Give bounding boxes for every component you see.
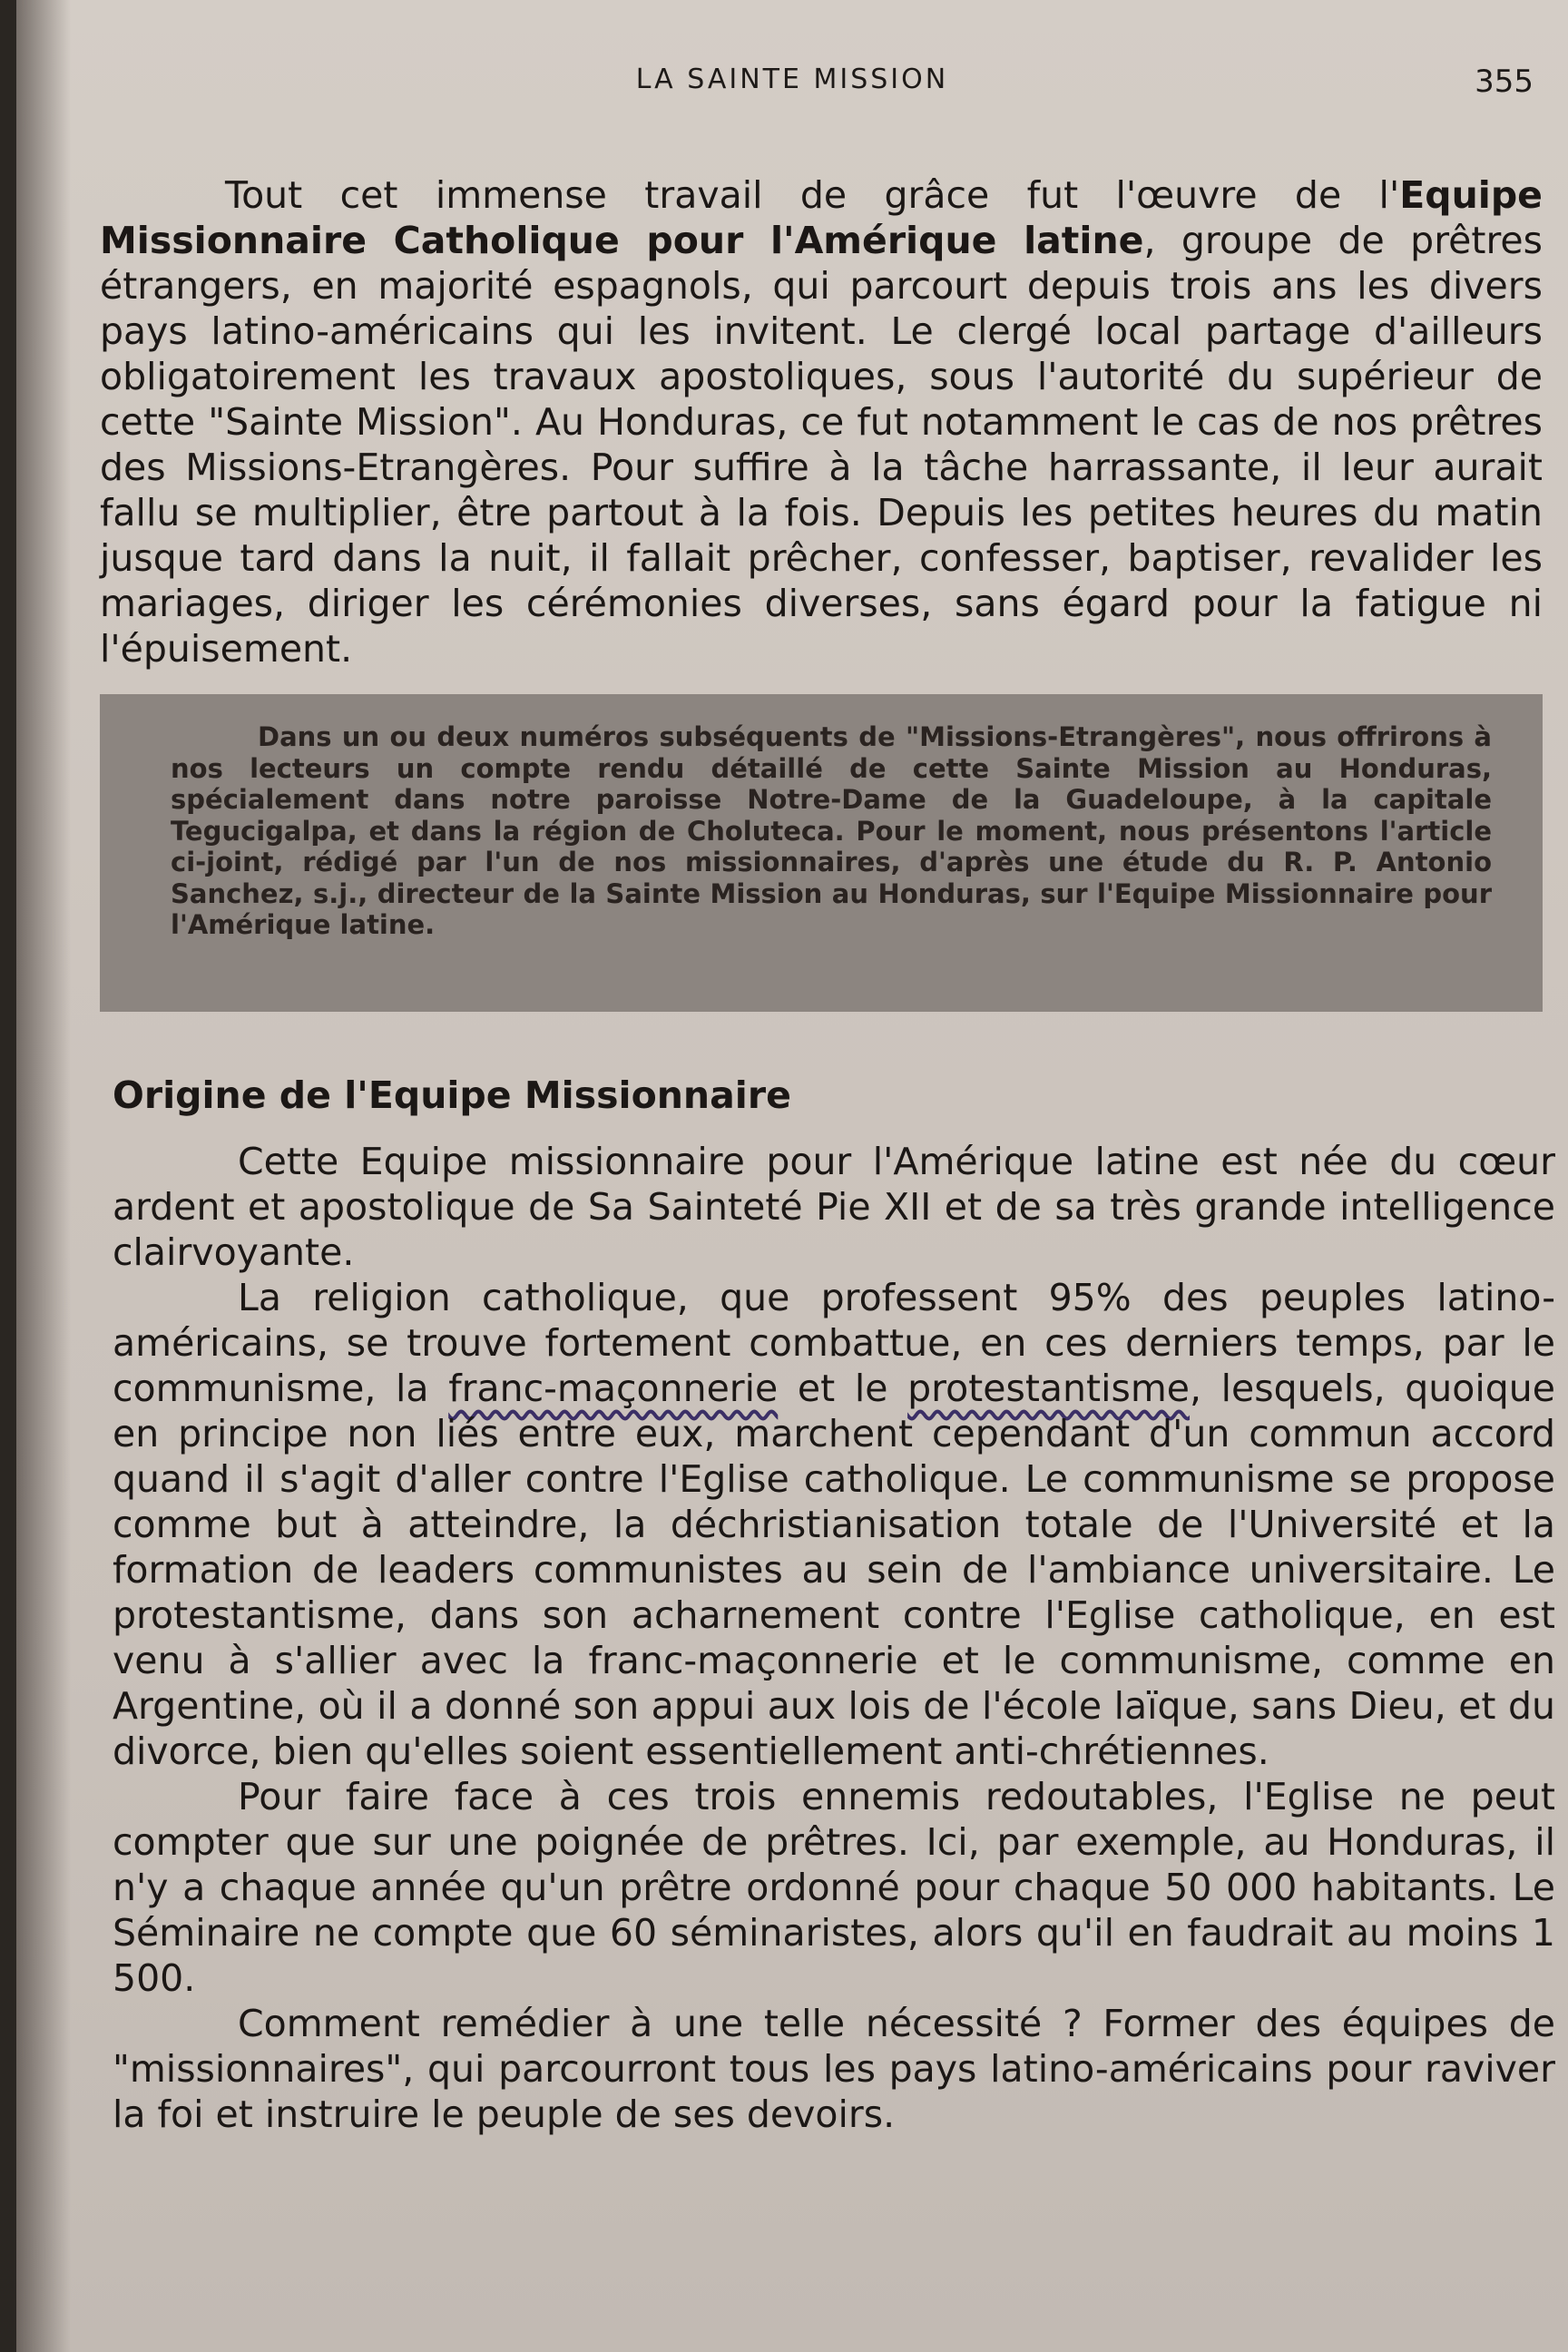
page-number: 355 (1475, 64, 1534, 100)
intro-paragraph (100, 172, 1543, 671)
intro-bold-name: Equipe Missionnaire Catholique pour l'Amérique latine (100, 173, 1543, 262)
page-gutter-shadow (16, 0, 71, 2352)
intro-text-start: Tout cet immense travail de grâce fut l'œuvre de l' (225, 173, 1400, 217)
intro-text-end: , groupe de prêtres étrangers, en majorité espagnols, qui parcourt depuis trois ans les divers pays latino-américains qui les invitent. Le clergé local partage d'ailleurs obligatoirement les travaux apostoliques, sous l'autorité du supérieur de cette "Sainte Mission". Au Honduras, ce fut notamment le cas de nos prêtres des Missions-Etrangères. Pour suffire à la tâche harrassante, il leur aurait fallu se multiplier, être partout à la fois. Depuis les petites heures du matin jusque tard dans la nuit, il fallait prêcher, confesser, baptiser, revalider les mariages, diriger les cérémonies diverses, sans égard pour la fatigue ni l'épuisement. (100, 219, 1543, 671)
section-heading: Origine de l'Equipe Missionnaire (113, 1073, 791, 1117)
p2-text-a: La religion catholique, que professent 95% des peuples latino-américains, se trouve fortement combattue, en ces derniers temps, par le communisme, la (113, 1276, 1555, 1410)
boxed-editor-note (100, 694, 1543, 1012)
section-paragraph-1: Cette Equipe missionnaire pour l'Amérique latine est née du cœur ardent et apostolique de Sa Sainteté Pie XII et de sa très grande intelligence clairvoyante. (113, 1140, 1555, 1274)
section-paragraph-2 (113, 1275, 1555, 1774)
underlined-protestantisme: protestantisme (907, 1367, 1190, 1410)
p2-text-c: , lesquels, quoique en principe non liés entre eux, marchent cependant d'un commun accord quand il s'agit d'aller contre l'Eglise catholique. Le communisme se propose comme but à atteindre, la déchristianisation totale de l'Université et la formation de leaders communistes au sein de l'ambiance universitaire. Le protestantisme, dans son acharnement contre l'Eglise catholique, en est venu à s'allier avec la franc-maçonnerie et le communisme, comme en Argentine, où il a donné son appui aux lois de l'école laïque, sans Dieu, et du divorce, bien qu'elles soient essentiellement anti-chrétiennes. (113, 1367, 1555, 1773)
section-paragraph-4: Comment remédier à une telle nécessité ? Former des équipes de "missionnaires", qui parcourront tous les pays latino-américains pour raviver la foi et instruire le peuple de ses devoirs. (113, 2002, 1555, 2136)
book-page (16, 0, 1568, 2352)
section-body (113, 1139, 1555, 2137)
section-paragraph-3: Pour faire face à ces trois ennemis redoutables, l'Eglise ne peut compter que sur une poignée de prêtres. Ici, par exemple, au Honduras, il n'y a chaque année qu'un prêtre ordonné pour chaque 50 000 habitants. Le Séminaire ne compte que 60 séminaristes, alors qu'il en faudrait au moins 1 500. (113, 1775, 1555, 2000)
underlined-franc-maconnerie: franc-maçonnerie (448, 1367, 779, 1410)
p2-text-b: et le (778, 1367, 908, 1410)
running-head: LA SAINTE MISSION (635, 64, 949, 95)
boxed-note-text: Dans un ou deux numéros subséquents de "Missions-Etrangères", nous offrirons à nos lecteurs un compte rendu détaillé de cette Sainte Mission au Honduras, spécialement dans notre paroisse Notre-Dame de la Guadeloupe, à la capitale Tegucigalpa, et dans la région de Choluteca. Pour le moment, nous présentons l'article ci-joint, rédigé par l'un de nos missionnaires, d'après une étude du R. P. Antonio Sanchez, s.j., directeur de la Sainte Mission au Honduras, sur l'Equipe Missionnaire pour l'Amérique latine. (171, 721, 1492, 940)
